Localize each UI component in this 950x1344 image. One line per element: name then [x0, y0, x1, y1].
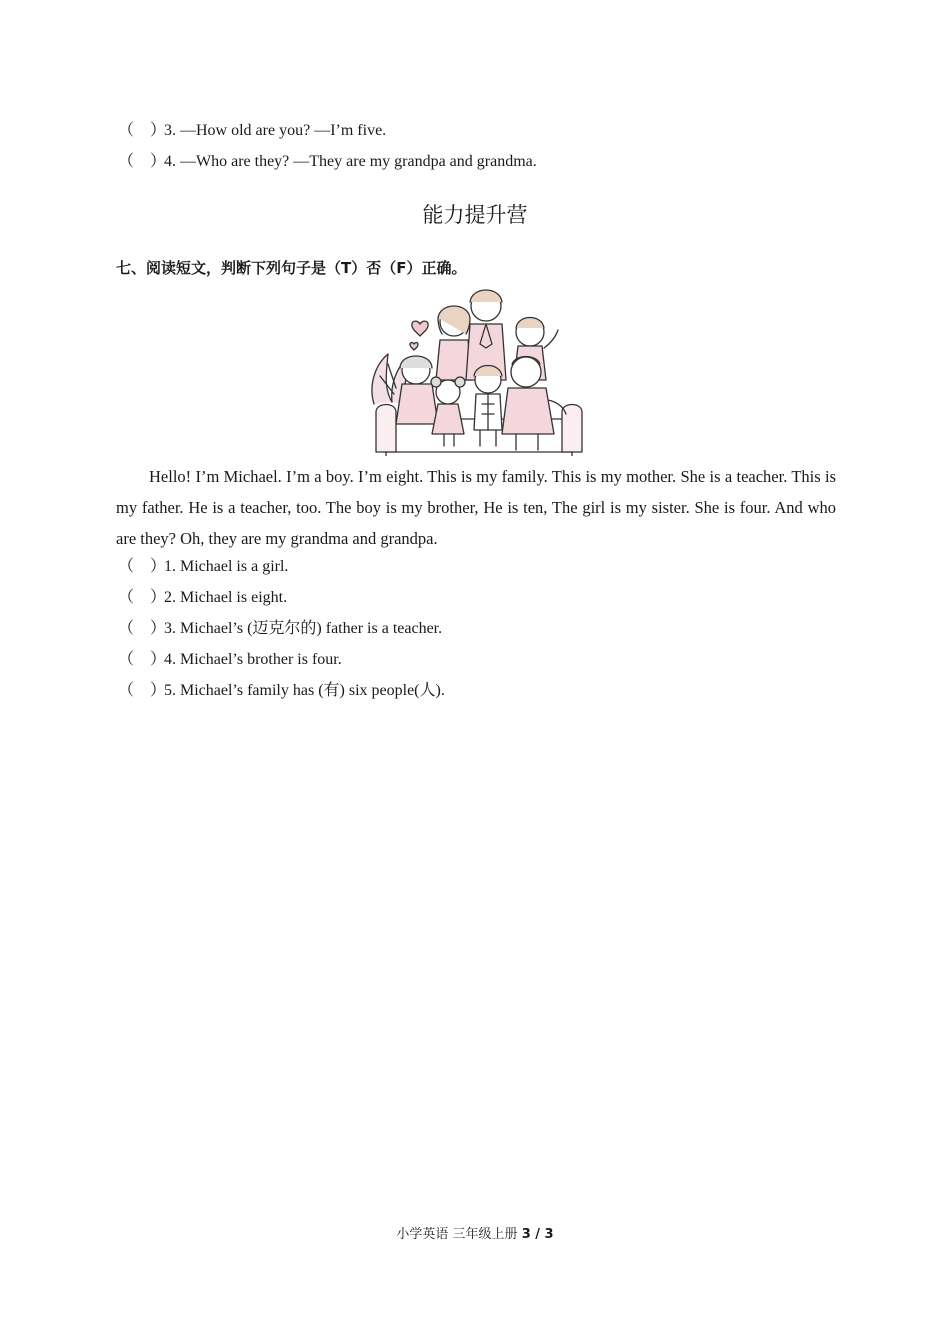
tf-question-5 [118, 681, 445, 701]
question-text: 2. Michael is eight. [164, 589, 288, 606]
question-text: 1. Michael is a girl. [164, 558, 289, 575]
footer-label: 小学英语 三年级上册 [396, 1227, 518, 1242]
tf-question-1 [118, 557, 288, 577]
tf-question-4 [118, 650, 342, 670]
section-heading: 能力提升营 [422, 203, 528, 227]
question-text: 3. Michael’s (迈克尔的) father is a teacher. [164, 620, 443, 637]
task-title: 七、阅读短文，判断下列句子是（T）否（F）正确。 [116, 259, 467, 277]
answer-blank[interactable]: （ ） [118, 620, 167, 637]
question-text: 4. —Who are they? —They are my grandpa and grandma. [164, 153, 537, 170]
answer-blank[interactable]: （ ） [118, 153, 167, 170]
reading-passage: Hello! I’m Michael. I’m a boy. I’m eight. This is my family. This is my mother. She is a teacher. This is my father. He is a teacher, too. The boy is my brother, He is ten, The girl is my sister. She is four. And who are they? Oh, they are my grandma and grandpa. [116, 467, 836, 548]
question-text: 3. —How old are you? —I’m five. [164, 122, 387, 139]
answer-blank[interactable]: （ ） [118, 682, 167, 699]
page-footer [0, 1226, 950, 1244]
family-illustration [366, 284, 592, 456]
answer-blank[interactable]: （ ） [118, 122, 167, 139]
answer-blank[interactable]: （ ） [118, 558, 167, 575]
question-text: 4. Michael’s brother is four. [164, 651, 342, 668]
tf-question-2 [118, 588, 287, 608]
question-text: 5. Michael’s family has (有) six people(人). [164, 682, 445, 699]
prev-question-3 [118, 121, 386, 141]
tf-question-3 [118, 619, 442, 639]
answer-blank[interactable]: （ ） [118, 651, 167, 668]
prev-question-4 [118, 152, 537, 172]
page-number: 3 / 3 [521, 1227, 554, 1242]
answer-blank[interactable]: （ ） [118, 589, 167, 606]
